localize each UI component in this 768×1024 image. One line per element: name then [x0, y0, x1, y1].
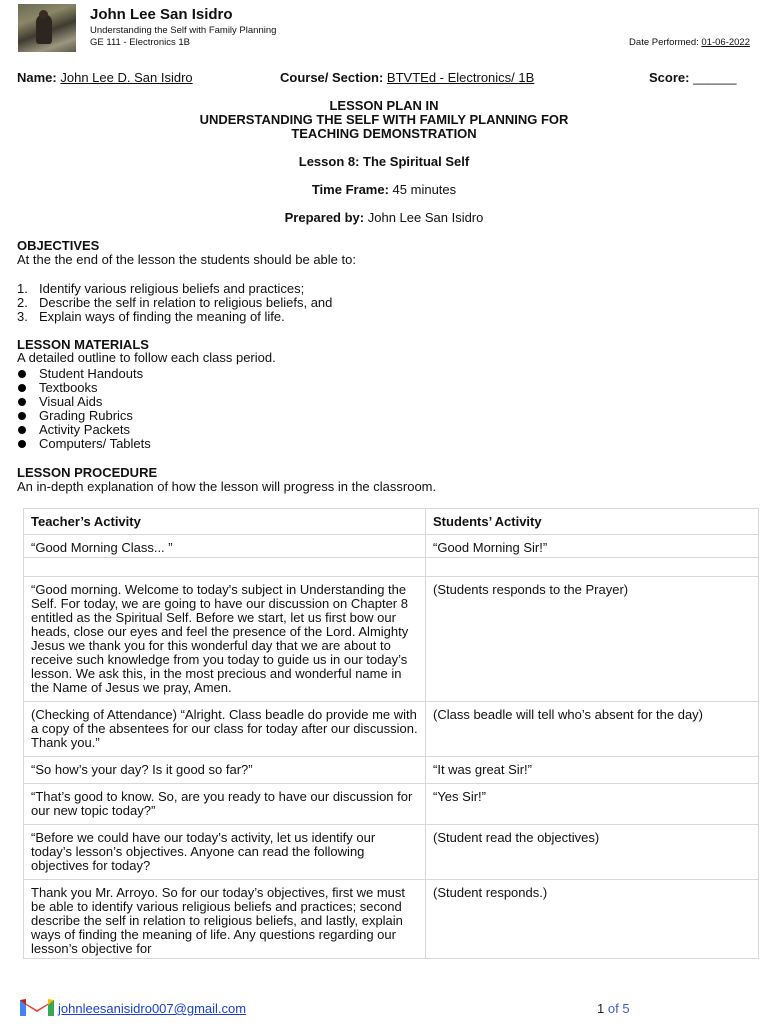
table-row — [24, 757, 759, 784]
student-cell — [426, 558, 759, 577]
name-label: Name: — [17, 70, 57, 85]
table-row — [24, 702, 759, 757]
item-number: 2. — [17, 295, 28, 310]
page-total: of 5 — [607, 1001, 630, 1016]
materials-intro: A detailed outline to follow each class period. — [17, 350, 276, 365]
students-column-header: Students’ Activity — [426, 509, 759, 535]
teacher-cell: “Before we could have our today’s activity, let us identify our today’s lesson’s objectives. Anyone can read the following objectives for today? — [24, 825, 426, 880]
list-item — [17, 437, 151, 451]
student-cell: (Class beadle will tell who’s absent for the day) — [426, 702, 759, 757]
item-number: 1. — [17, 281, 28, 296]
prepared-label: Prepared by: — [284, 210, 365, 225]
list-item — [17, 381, 151, 395]
table-row — [24, 784, 759, 825]
student-cell: (Student responds.) — [426, 880, 759, 959]
teacher-cell — [24, 558, 426, 577]
table-row — [24, 558, 759, 577]
list-item — [17, 395, 151, 409]
time-label: Time Frame: — [311, 182, 389, 197]
course-label: Course/ Section: — [280, 70, 384, 85]
item-text: Describe the self in relation to religious beliefs, and — [39, 295, 333, 310]
teacher-cell: (Checking of Attendance) “Alright. Class beadle do provide me with a copy of the absentees for our class for today after our discussion. Thank you.” — [24, 702, 426, 757]
title-line-3: TEACHING DEMONSTRATION — [291, 126, 477, 141]
bullet-icon — [18, 426, 26, 434]
item-number: 3. — [17, 309, 28, 324]
course-code: GE 111 - Electronics 1B — [90, 37, 190, 48]
date-performed — [629, 37, 750, 48]
student-cell: (Student read the objectives) — [426, 825, 759, 880]
page-indicator — [597, 1001, 630, 1016]
author-name: John Lee San Isidro — [90, 6, 233, 23]
bullet-icon — [18, 384, 26, 392]
materials-heading: LESSON MATERIALS — [17, 337, 149, 352]
list-item — [17, 423, 151, 437]
gmail-icon[interactable] — [17, 995, 57, 1017]
list-item — [17, 409, 151, 423]
objectives-heading: OBJECTIVES — [17, 238, 100, 253]
title-line-2: UNDERSTANDING THE SELF WITH FAMILY PLANNING FOR — [199, 112, 569, 127]
item-text: Identify various religious beliefs and practices; — [39, 281, 305, 296]
teacher-cell: “That’s good to know. So, are you ready to have our discussion for our new topic today?” — [24, 784, 426, 825]
item-text: Computers/ Tablets — [39, 436, 151, 451]
list-item — [17, 296, 332, 310]
item-text: Textbooks — [39, 380, 98, 395]
date-label: Date Performed: — [629, 37, 699, 48]
list-item — [17, 282, 332, 296]
list-item — [17, 310, 332, 324]
page-current: 1 — [597, 1001, 605, 1016]
table-header-row — [24, 509, 759, 535]
subject-title: Understanding the Self with Family Planning — [90, 25, 277, 36]
date-value: 01-06-2022 — [701, 37, 750, 48]
name-value: John Lee D. San Isidro — [60, 70, 193, 85]
teacher-cell: “Good morning. Welcome to today's subject in Understanding the Self. For today, we are going to have our discussion on Chapter 8 entitled as the Spiritual Self. Before we start, let us first bow our heads, close our eyes and feel the presence of the Lord. Almighty Jesus we thank you for this wonderful day that we are about to receive such knowledge from you today to guide us in our today’s lesson. We ask this, in the most precious and wonderful name in the Name of Jesus we pray, Amen. — [24, 577, 426, 702]
procedure-table — [23, 508, 759, 959]
item-text: Explain ways of finding the meaning of life. — [39, 309, 285, 324]
time-value: 45 minutes — [392, 182, 457, 197]
student-cell: “Good Morning Sir!” — [426, 535, 759, 558]
score-field — [649, 70, 736, 85]
item-text: Activity Packets — [39, 422, 131, 437]
lesson-title: Lesson 8: The Spiritual Self — [298, 154, 470, 169]
table-row — [24, 535, 759, 558]
item-text: Student Handouts — [39, 366, 144, 381]
prepared-by — [0, 210, 768, 225]
course-field — [280, 70, 534, 85]
procedure-intro: An in-depth explanation of how the lesson will progress in the classroom. — [17, 479, 437, 494]
student-cell: (Students responds to the Prayer) — [426, 577, 759, 702]
objectives-intro: At the the end of the lesson the students should be able to: — [17, 252, 356, 267]
materials-list — [17, 367, 151, 451]
author-photo — [18, 4, 76, 52]
bullet-icon — [18, 412, 26, 420]
time-frame — [0, 182, 768, 197]
objectives-list — [17, 282, 332, 324]
bullet-icon — [18, 440, 26, 448]
teacher-cell: Thank you Mr. Arroyo. So for our today’s objectives, first we must be able to identify various religious beliefs and practices; second describe the self in relation to religious beliefs, and lastly, explain ways of finding the meaning of life. Any questions regarding our lesson’s objective for — [24, 880, 426, 959]
table-row — [24, 825, 759, 880]
procedure-heading: LESSON PROCEDURE — [17, 465, 158, 480]
table-row — [24, 577, 759, 702]
teacher-cell: “Good Morning Class... ” — [24, 535, 426, 558]
list-item — [17, 367, 151, 381]
course-value: BTVTEd - Electronics/ 1B — [386, 70, 535, 85]
score-value: ______ — [693, 70, 737, 85]
teacher-cell: “So how’s your day? Is it good so far?” — [24, 757, 426, 784]
title-line-1: LESSON PLAN IN — [329, 98, 439, 113]
item-text: Grading Rubrics — [39, 408, 133, 423]
teacher-column-header: Teacher’s Activity — [24, 509, 426, 535]
name-field — [17, 70, 193, 85]
score-label: Score: — [649, 70, 690, 85]
student-cell: “It was great Sir!” — [426, 757, 759, 784]
email-link[interactable]: johnleesanisidro007@gmail.com — [58, 1001, 247, 1016]
student-cell: “Yes Sir!” — [426, 784, 759, 825]
bullet-icon — [18, 398, 26, 406]
table-row — [24, 880, 759, 959]
bullet-icon — [18, 370, 26, 378]
prepared-value: John Lee San Isidro — [367, 210, 484, 225]
item-text: Visual Aids — [39, 394, 103, 409]
